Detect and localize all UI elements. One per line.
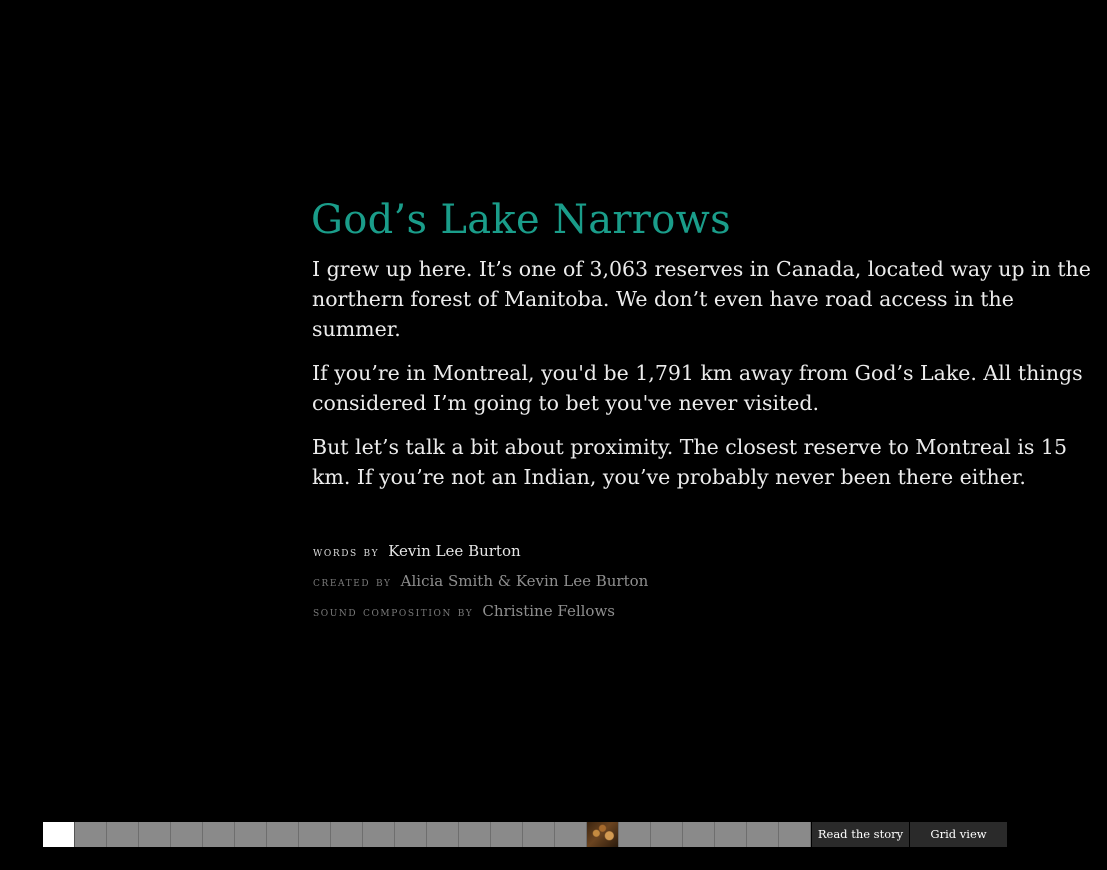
slide-thumb[interactable] [331,822,363,847]
slide-thumb[interactable] [363,822,395,847]
slide-thumb[interactable] [395,822,427,847]
read-the-story-button[interactable]: Read the story [812,822,909,847]
slide-navigation [43,822,1007,847]
slide-thumb[interactable] [203,822,235,847]
grid-view-button[interactable]: Grid view [910,822,1007,847]
slide-thumb[interactable] [651,822,683,847]
slide-thumb[interactable] [427,822,459,847]
credits [313,536,1091,626]
slide-thumb[interactable] [235,822,267,847]
slide-thumb[interactable] [75,822,107,847]
slide-thumb[interactable] [523,822,555,847]
slide-thumb[interactable] [747,822,779,847]
credit-name: Christine Fellows [482,602,615,620]
story-title: God’s Lake Narrows [311,197,731,243]
credit-label: words by [313,545,380,560]
credit-label: created by [313,575,392,590]
credit-label: sound composition by [313,605,474,620]
slide-thumb[interactable] [459,822,491,847]
slide-thumb[interactable] [555,822,587,847]
slide-thumb[interactable] [587,822,619,847]
story-paragraph-3: But let’s talk a bit about proximity. The closest reserve to Montreal is 15 km. If you’re not an Indian, you’ve probably never been there either. [312,435,1067,489]
credit-name: Kevin Lee Burton [388,542,521,560]
story-paragraph-1: I grew up here. It’s one of 3,063 reserves in Canada, located way up in the northern forest of Manitoba. We don’t even have road access in the summer. [312,257,1091,341]
slide-thumb[interactable] [171,822,203,847]
slide-thumb-current[interactable] [43,822,75,847]
credit-sound [313,596,1091,626]
credit-words [313,536,1091,566]
slide-thumb[interactable] [491,822,523,847]
credit-name: Alicia Smith & Kevin Lee Burton [400,572,649,590]
slide-thumb[interactable] [619,822,651,847]
slide-thumb[interactable] [779,822,811,847]
credit-created [313,566,1091,596]
slide-thumb[interactable] [715,822,747,847]
slide-thumb[interactable] [299,822,331,847]
slide-thumb[interactable] [267,822,299,847]
slide-thumb[interactable] [139,822,171,847]
slide-thumb[interactable] [107,822,139,847]
story-panel [311,194,1091,626]
story-paragraph-2: If you’re in Montreal, you'd be 1,791 km away from God’s Lake. All things considered I’m going to bet you've never visited. [312,361,1083,415]
slide-thumb[interactable] [683,822,715,847]
